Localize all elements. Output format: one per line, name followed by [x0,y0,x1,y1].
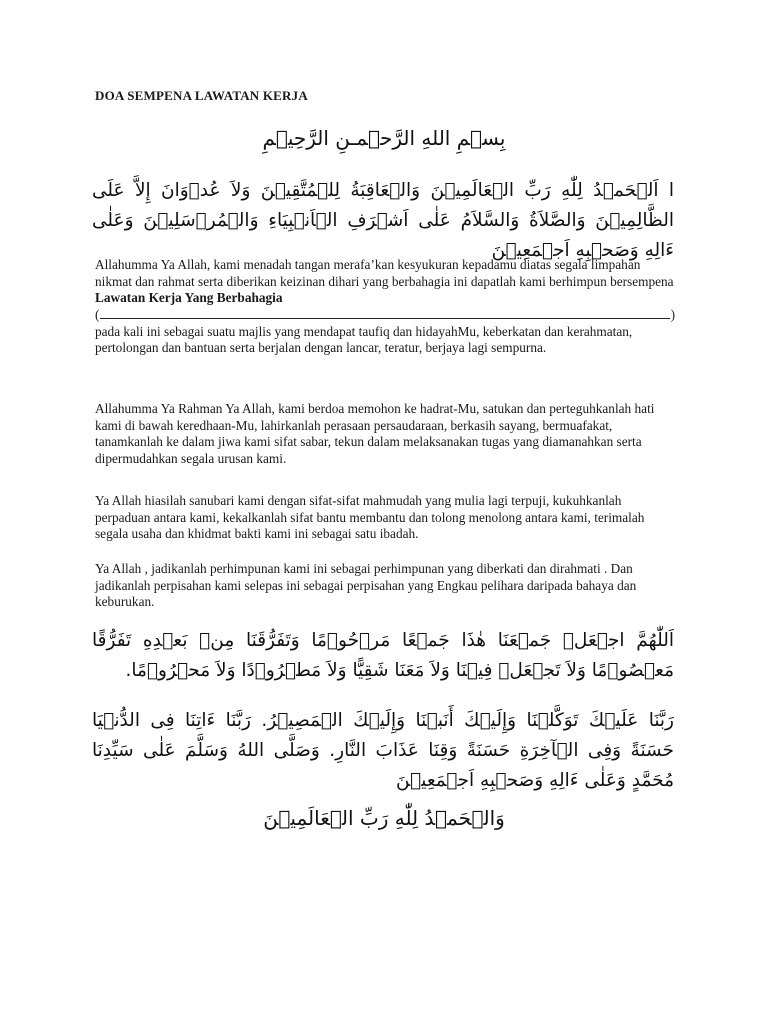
paragraph-character-doa: Ya Allah hiasilah sanubari kami dengan sifat-sifat mahmudah yang mulia lagi terpuji, kukuhkanlah perpaduan antara kami, kekalkanlah sifat bantu membantu dan tolong menolong antara kami, terimalah segala usaha dan khidmat bakti kami ini sebagai satu ibadah. [95,493,645,542]
arabic-doa-closing: رَبَّنَا عَلَيۡكَ تَوَكَّلۡنَا وَإِلَيۡكَ أَنَبۡنَا وَإِلَيۡكَ الۡمَصِيۡرُ. رَبَّنَا ءَاتِنَا فِى الدُّنۡيَا حَسَنَةً وَفِى الۡآخِرَةِ حَسَنَةً وَقِنَا عَذَابَ النَّارِ. وَصَلَّى اللهُ وَسَلَّمَ عَلٰى سَيِّدِنَا مُحَمَّدٍ وَعَلٰى ءَالِهِ وَصَحۡبِهِ اَجۡمَعِيۡنَ [92,710,674,791]
basmala-arabic: بِسۡمِ اللهِ الرَّحۡمـنِ الرَّحِيۡمِ [262,126,506,150]
arabic-doa-gathering: اَللّٰهُمَّ اجۡعَلۡ جَمۡعَنَا هٰذَا جَمۡعًا مَرۡحُوۡمًا وَتَفَرُّقَنَا مِنۡ بَعۡدِهِ تَفَرُّقًا مَعۡصُوۡمًا وَلاَ تَجۡعَلۡ فِيۡنَا وَلاَ مَعَنَا شَقِيًّا وَلاَ مَطۡرُوۡدًا وَلاَ مَحۡرُوۡمًا. [92,630,674,681]
paragraph-opening-continuation: pada kali ini sebagai suatu majlis yang mendapat taufiq dan hidayahMu, keberkatan dan kerahmatan, pertolongan dan bantuan serta berjalan dengan lancar, teratur, berjaya lagi sempurna. [95,323,633,356]
paragraph-opening-doa [95,257,675,357]
blank-underline [100,318,669,319]
document-title: DOA SEMPENA LAWATAN KERJA [95,88,308,103]
arabic-hamdalah-closing: وَالۡحَمۡدُ لِلّٰهِ رَبِّ الۡعَالَمِيۡنَ [263,806,505,830]
event-name-bold: Lawatan Kerja Yang Berbahagia [95,290,283,306]
blank-open-paren: ( [95,306,100,322]
paragraph-unity-doa: Allahumma Ya Rahman Ya Allah, kami berdoa memohon ke hadrat-Mu, satukan dan perteguhkanlah hati kami di bawah keredhaan-Mu, lahirkanlah perasaan persaudaraan, berkasih sayang, bermuafakat, tanamkanlah ke dalam jiwa kami sifat sabar, tekun dalam melaksanakan tugas yang diamanahkan serta dipermudahkan segala urusan kami. [95,401,655,466]
blank-close-paren: ) [670,306,675,322]
arabic-opening-praise: ا اَلۡحَمۡدُ لِلّٰهِ رَبِّ الۡعَالَمِيۡنَ وَالۡعَاقِبَةُ لِلۡمُتَّقِيۡنَ وَلاَ عُدۡوَانَ إِلاَّ عَلَى الظَّالِمِيۡنَ وَالصَّلاَةُ وَالسَّلاَمُ عَلٰى اَشۡرَفِ الۡاَنۡبِيَاءِ وَالۡمُرۡسَلِيۡنَ وَعَلٰى ءَالِهِ وَصَحۡبِهِ اَجۡمَعِيۡنَ [92,180,674,261]
paragraph-opening-text: Allahumma Ya Allah, kami menadah tangan merafa’kan kesyukuran kepadamu diatas segala limpahan nikmat dan rahmat serta diberikan keizinan dihari yang berbahagia ini dapatlah kami berhimpun bersempena [95,257,674,289]
fill-in-blank-line [95,307,675,324]
paragraph-gathering-doa: Ya Allah , jadikanlah perhimpunan kami ini sebagai perhimpunan yang diberkati dan dirahmati . Dan jadikanlah perpisahan kami selepas ini sebagai perpisahan yang Engkau pelihara daripada bahaya dan keburukan. [95,561,637,610]
